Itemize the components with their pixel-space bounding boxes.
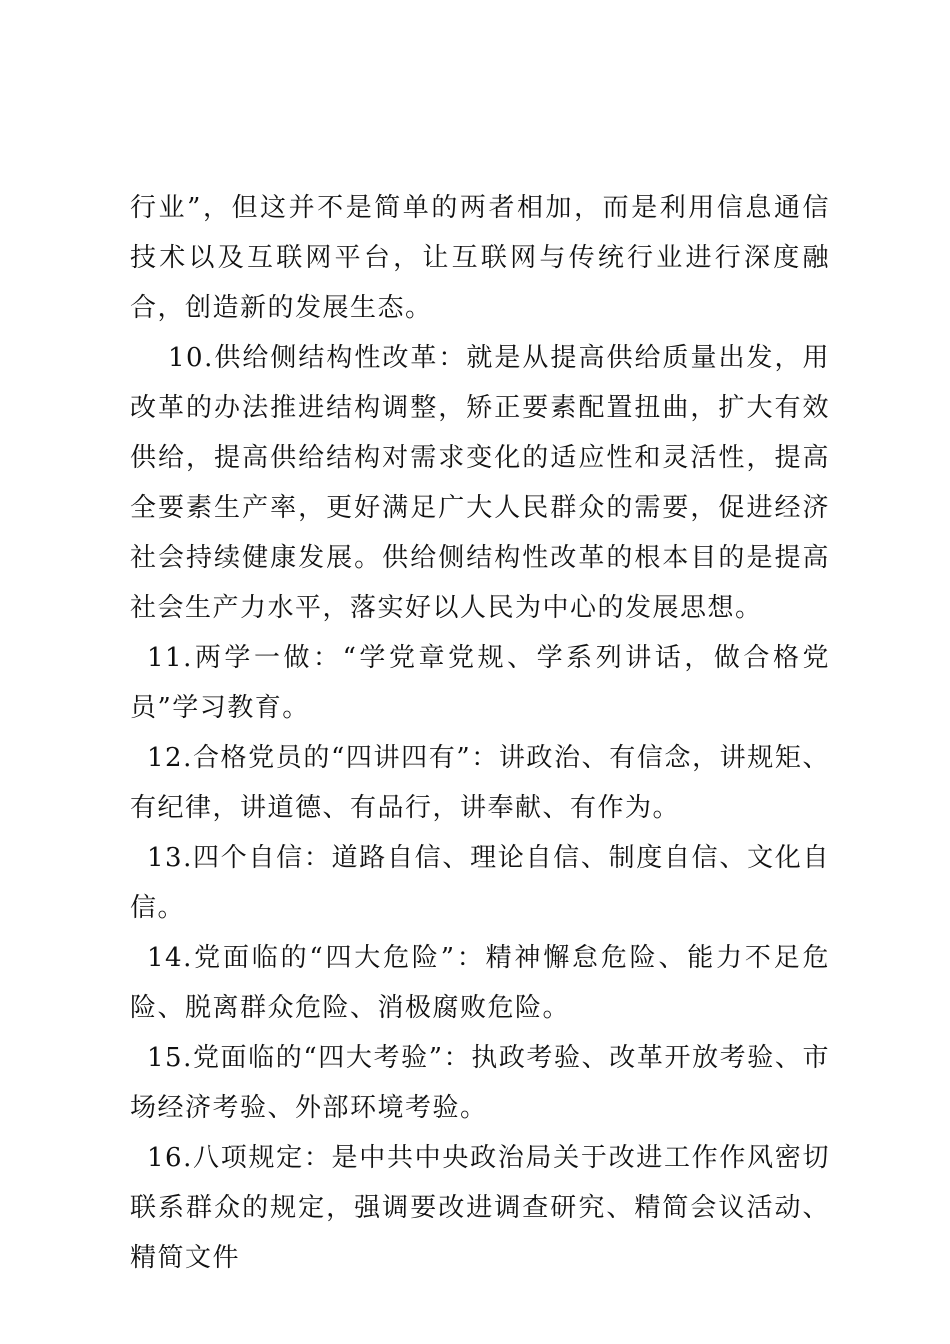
document-body xyxy=(130,183,830,1283)
paragraph-item-13: 13.四个自信：道路自信、理论自信、制度自信、文化自信。 xyxy=(130,843,830,923)
paragraph-continuation: 行业”，但这并不是简单的两者相加，而是利用信息通信技术以及互联网平台，让互联网与传统行业进行深度融合，创造新的发展生态。 xyxy=(130,193,830,323)
paragraph-item-16: 16.八项规定：是中共中央政治局关于改进工作作风密切联系群众的规定，强调要改进调查研究、精简会议活动、精简文件 xyxy=(130,1143,830,1273)
paragraph-item-10: 10.供给侧结构性改革：就是从提高供给质量出发，用改革的办法推进结构调整，矫正要素配置扭曲，扩大有效供给，提高供给结构对需求变化的适应性和灵活性，提高全要素生产率，更好满足广大人民群众的需要，促进经济社会持续健康发展。供给侧结构性改革的根本目的是提高社会生产力水平，落实好以人民为中心的发展思想。 xyxy=(130,343,830,623)
paragraph-item-15: 15.党面临的“四大考验”：执政考验、改革开放考验、市场经济考验、外部环境考验。 xyxy=(130,1043,830,1123)
paragraph-item-14: 14.党面临的“四大危险”：精神懈怠危险、能力不足危险、脱离群众危险、消极腐败危险。 xyxy=(130,943,830,1023)
paragraph-item-11: 11.两学一做：“学党章党规、学系列讲话，做合格党员”学习教育。 xyxy=(130,643,830,723)
paragraph-item-12: 12.合格党员的“四讲四有”：讲政治、有信念，讲规矩、有纪律，讲道德、有品行，讲奉献、有作为。 xyxy=(130,743,830,823)
